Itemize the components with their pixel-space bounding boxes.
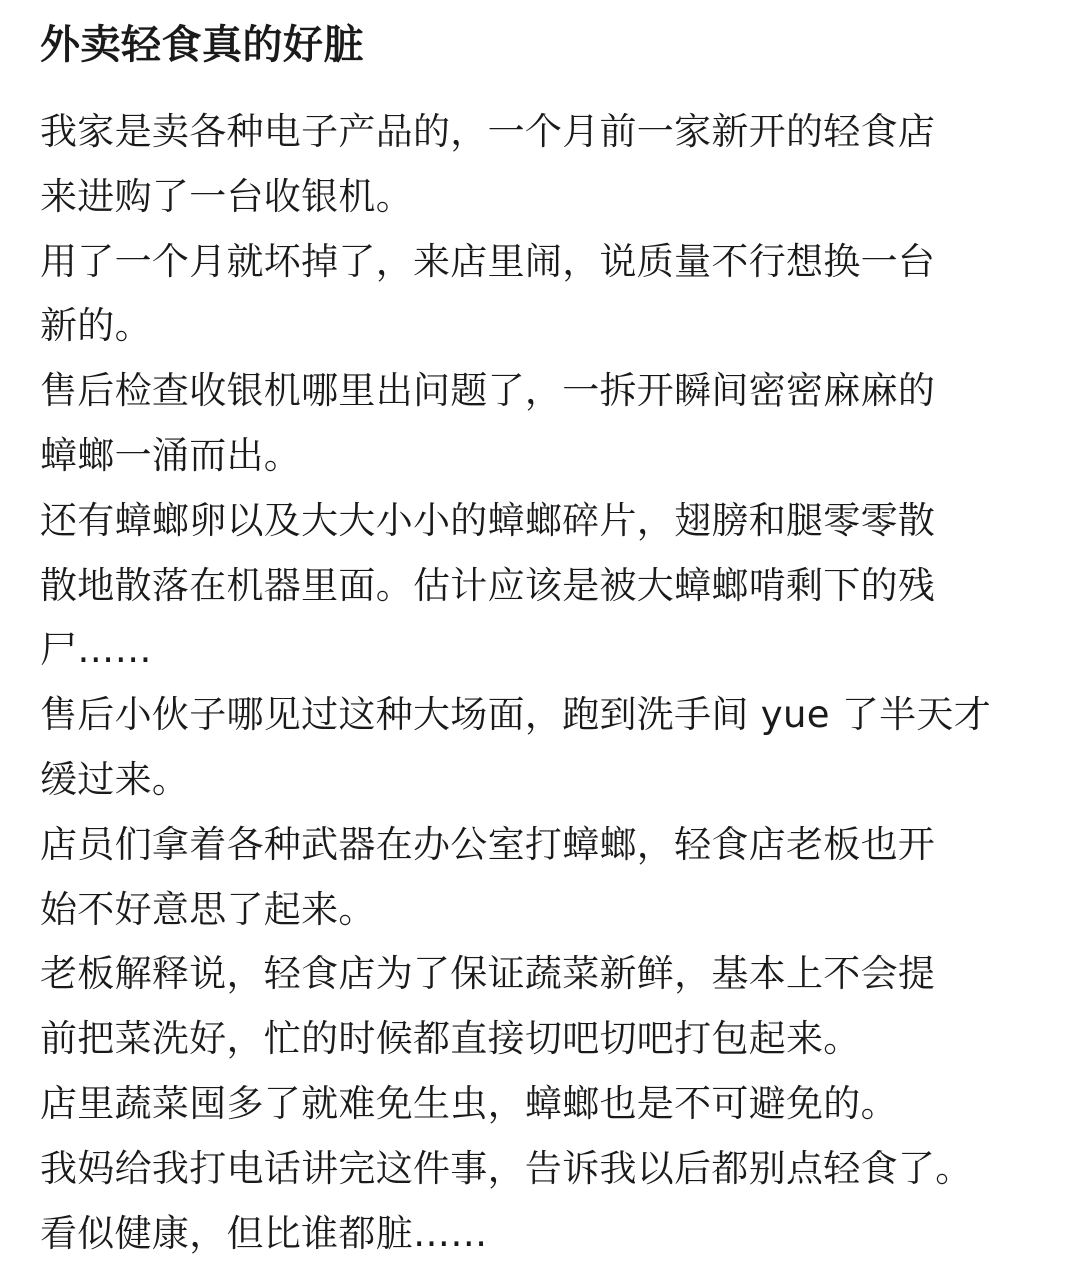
paragraph-line: 用了一个月就坏掉了，来店里闹，说质量不行想换一台 — [40, 239, 936, 283]
paragraph-line: 店里蔬菜囤多了就难免生虫，蟑螂也是不可避免的。 — [40, 1081, 898, 1125]
paragraph-5 — [40, 683, 1040, 813]
paragraph-8 — [40, 1072, 1040, 1137]
paragraph-6 — [40, 813, 1040, 943]
paragraph-line: 看似健康，但比谁都脏…… — [40, 1211, 488, 1255]
post-title: 外卖轻食真的好脏 — [40, 22, 364, 68]
post-body — [40, 100, 1040, 1266]
paragraph-line: 来进购了一台收银机。 — [40, 174, 413, 218]
paragraph-10 — [40, 1202, 1040, 1267]
paragraph-line: 售后小伙子哪见过这种大场面，跑到洗手间 yue 了半天才 — [40, 693, 992, 737]
paragraph-line: 老板解释说，轻食店为了保证蔬菜新鲜，基本上不会提 — [40, 952, 936, 996]
paragraph-line: 缓过来。 — [40, 757, 190, 801]
paragraph-line: 尸…… — [40, 628, 152, 672]
paragraph-2 — [40, 230, 1040, 360]
paragraph-1 — [40, 100, 1040, 230]
paragraph-line: 蟑螂一涌而出。 — [40, 433, 302, 477]
paragraph-9 — [40, 1137, 1040, 1202]
paragraph-line: 我妈给我打电话讲完这件事，告诉我以后都别点轻食了。 — [40, 1146, 973, 1190]
paragraph-line: 售后检查收银机哪里出问题了，一拆开瞬间密密麻麻的 — [40, 369, 936, 413]
paragraph-line: 始不好意思了起来。 — [40, 887, 376, 931]
paragraph-line: 我家是卖各种电子产品的，一个月前一家新开的轻食店 — [40, 110, 936, 153]
paragraph-3 — [40, 359, 1040, 489]
paragraph-line: 散地散落在机器里面。估计应该是被大蟑螂啃剩下的残 — [40, 563, 936, 607]
paragraph-line: 前把菜洗好，忙的时候都直接切吧切吧打包起来。 — [40, 1017, 861, 1061]
paragraph-4 — [40, 489, 1040, 683]
paragraph-line: 还有蟑螂卵以及大大小小的蟑螂碎片，翅膀和腿零零散 — [40, 498, 936, 542]
paragraph-line: 店员们拿着各种武器在办公室打蟑螂，轻食店老板也开 — [40, 822, 936, 866]
paragraph-line: 新的。 — [40, 304, 152, 348]
paragraph-7 — [40, 942, 1040, 1072]
